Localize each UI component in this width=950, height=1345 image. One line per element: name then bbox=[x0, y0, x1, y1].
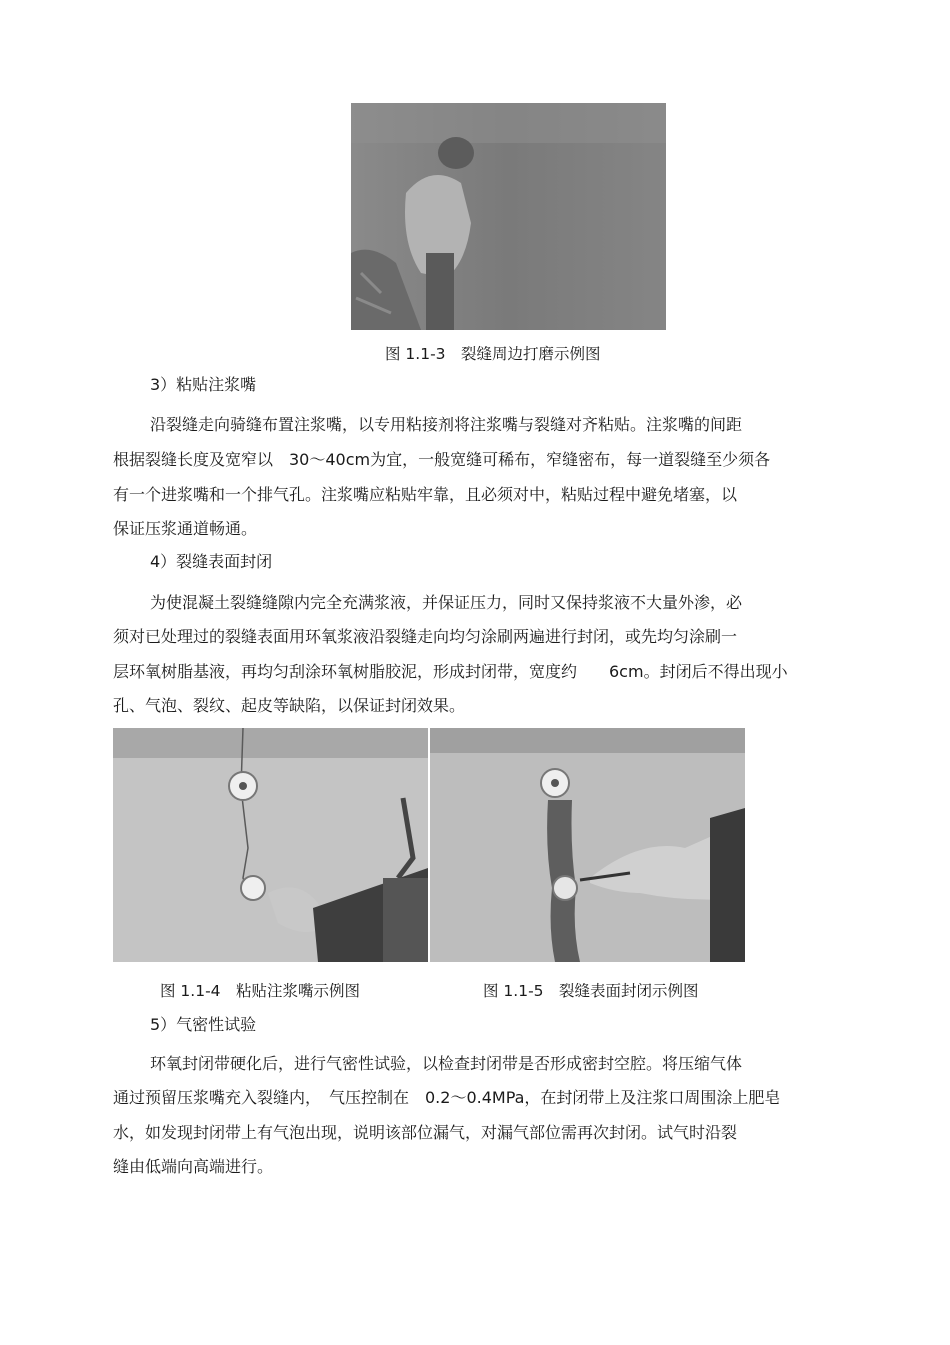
paragraph-line: 通过预留压浆嘴充入裂缝内， 气压控制在 0.2～0.4MPa，在封闭带上及注浆口周围涂上肥皂 bbox=[113, 1088, 781, 1107]
figure-caption: 图 1.1-4 粘贴注浆嘴示例图 bbox=[160, 982, 361, 1000]
paragraph-line: 沿裂缝走向骑缝布置注浆嘴，以专用粘接剂将注浆嘴与裂缝对齐粘贴。注浆嘴的间距 bbox=[150, 415, 743, 434]
section-heading: 4）裂缝表面封闭 bbox=[150, 552, 273, 571]
figure-caption: 图 1.1-5 裂缝表面封闭示例图 bbox=[483, 982, 699, 1000]
paragraph-line: 须对已处理过的裂缝表面用环氧浆液沿裂缝走向均匀涂刷两遍进行封闭，或先均匀涂刷一 bbox=[113, 627, 738, 646]
paragraph-line: 孔、气泡、裂纹、起皮等缺陷，以保证封闭效果。 bbox=[113, 696, 466, 715]
photo-grinding-crack bbox=[351, 103, 666, 330]
section-heading: 3）粘贴注浆嘴 bbox=[150, 375, 257, 394]
paragraph-line: 环氧封闭带硬化后，进行气密性试验，以检查封闭带是否形成密封空腔。将压缩气体 bbox=[150, 1054, 743, 1073]
section-heading: 5）气密性试验 bbox=[150, 1015, 257, 1034]
paragraph-line: 层环氧树脂基液，再均匀刮涂环氧树脂胶泥，形成封闭带，宽度约 6cm。封闭后不得出现小 bbox=[113, 662, 788, 681]
photo-paste-nozzle bbox=[113, 728, 428, 962]
paragraph-line: 水，如发现封闭带上有气泡出现，说明该部位漏气，对漏气部位需再次封闭。试气时沿裂 bbox=[113, 1123, 738, 1142]
paragraph-line: 为使混凝土裂缝缝隙内完全充满浆液，并保证压力，同时又保持浆液不大量外渗，必 bbox=[150, 593, 743, 612]
photo-surface-sealing bbox=[430, 728, 745, 962]
figure-caption: 图 1.1-3 裂缝周边打磨示例图 bbox=[385, 345, 601, 363]
paragraph-line: 缝由低端向高端进行。 bbox=[113, 1157, 274, 1176]
paragraph-line: 保证压浆通道畅通。 bbox=[113, 519, 258, 538]
paragraph-line: 根据裂缝长度及宽窄以 30～40cm为宜，一般宽缝可稀布，窄缝密布，每一道裂缝至少须各 bbox=[113, 450, 771, 469]
paragraph-line: 有一个进浆嘴和一个排气孔。注浆嘴应粘贴牢靠，且必须对中，粘贴过程中避免堵塞，以 bbox=[113, 485, 738, 504]
